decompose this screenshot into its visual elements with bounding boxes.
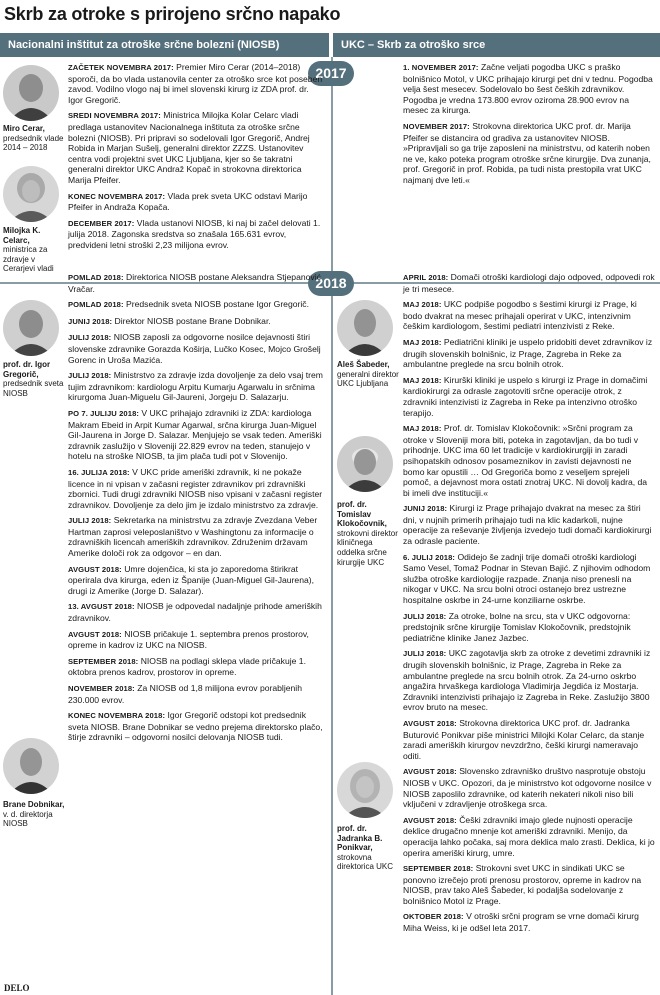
timeline-ukc-2018	[403, 272, 655, 939]
timeline-entry	[68, 370, 324, 403]
caption-role: strokovni direktor kliničnega oddelka srčne kirurgije UKC	[337, 528, 398, 567]
entry-text: NIOSB pričakuje 1. septembra prenos prostorov, opreme in kadrov iz UKC na NIOSB.	[68, 628, 309, 651]
entry-date: POMLAD 2018:	[68, 273, 124, 282]
caption-tomislav-klokocovnik	[337, 500, 401, 567]
entry-text: Strokovni svet UKC in sindikati UKC se ponovno izrečejo proti prenosu prostorov, opreme in kadrov na NIOSB, prav tako Aleš Šabeder, ki podaljša sodelovanje z bolnišnico Motol iz Prage.	[403, 863, 642, 906]
entry-text: Slovensko zdravniško društvo nasprotuje obstoju NIOSB v UKC. Opozori, da je ministrstvo kot odgovorne nosilce v NIOSB zaposlilo zdravnike, od katerih nekateri nikoli niso bili vključeni v zdravljenje otroškega srca.	[403, 766, 652, 810]
caption-name: Brane Dobnikar,	[3, 800, 65, 809]
timeline-niosb-2018	[68, 272, 324, 748]
caption-name: Aleš Šabeder,	[337, 360, 390, 369]
entry-text: NIOSB je odpovedal nadaljnje prihode ameriških zdravnikov.	[68, 601, 322, 624]
entry-text: UKC podpiše pogodbo s šestimi kirurgi iz Prage, ki bodo dvakrat na mesec prihajali operirat v UKC, intenzivnim češkim kardiologom, šestimi pediatri intenzivisti z Reke.	[403, 299, 637, 332]
entry-text: Vlada ustanovi NIOSB, ki naj bi začel delovati 1. julija 2018. Zagonska sredstva so znašala 165.631 evrov, predvideni letni stroški 2,23 milijona evrov.	[68, 217, 321, 250]
entry-text: Za otroke, bolne na srcu, sta v UKC odgovorna: predstojnik srčne kirurgije Tomislav Klokočovnik, predstojnik pediatrične klinike Janez Jazbec.	[403, 610, 631, 643]
timeline-entry	[68, 710, 324, 743]
caption-role: ministrica za zdravje v Cerarjevi vladi	[3, 245, 54, 274]
entry-text: Premier Miro Cerar (2014–2018) sporoči, da bo vlada ustanovila center za otroško srce kot poseben zavod. Vodilno vlogo naj bi imel slovenski kirurg iz ZDA prof. dr. Igor Gregorič.	[68, 62, 323, 105]
entry-text: Za NIOSB od 1,8 milijona evrov porabljenih 230.000 evrov.	[68, 683, 302, 705]
entry-date: 1. NOVEMBER 2017:	[403, 63, 479, 72]
entry-date: ZAČETEK NOVEMBRA 2017:	[68, 63, 174, 72]
caption-name: prof. dr. Jadranka B. Ponikvar,	[337, 824, 383, 853]
entry-text: Odidejo še zadnji trije domači otroški kardiologi Samo Vesel, Tomaž Podnar in Stevan Bajić. Z njihovim odhodom služba otroške kardiologije razpade. Znanja niso prenesli na nikogar v UKC. Na srcu bolni otroci ostanejo brez ustrezne hospitalne oskrbe in 24-urne konziliarne oskrbe.	[403, 551, 651, 606]
timeline-ukc-2017	[403, 62, 655, 191]
timeline-entry	[403, 766, 655, 809]
entry-date: MAJ 2018:	[403, 424, 442, 434]
entry-date: JULIJ 2018:	[68, 516, 112, 526]
timeline-entry	[403, 272, 655, 294]
timeline-entry	[68, 299, 324, 311]
year-badge-2018: 2018	[308, 271, 354, 296]
caption-miro-cerar	[3, 124, 67, 153]
entry-text: Predsednik sveta NIOSB postane Igor Gregorič.	[126, 299, 309, 310]
timeline-entry	[403, 503, 655, 546]
portrait-tomislav-klokocovnik	[337, 436, 393, 492]
caption-name: Miro Cerar,	[3, 124, 45, 133]
entry-date: NOVEMBER 2018:	[68, 684, 135, 693]
timeline-entry	[68, 601, 324, 623]
entry-text: Ministrica Milojka Kolar Celarc vladi predlaga ustanovitev Nacionalnega inštituta za otroške srčne bolezni (NIOSB). Pri pripravi so sodelovali Igor Gregorič, Andrej Robida in Marjan Sušelj, generalni direktor ZZZS. Ustanovitev centra vodi projektni svet UKC Ljubljana, kjer so še takratni generalni direktor UKC Andraž Kopač in strokovna direktorica Marija Pfeifer.	[68, 110, 310, 185]
timeline-entry	[68, 110, 324, 185]
entry-text: Umre dojenčica, ki sta jo zaporedoma štirikrat operirala dva kirurga, eden iz Španije (Juan-Miguel Gil-Jaurena), drugi iz Amerike (Jorge D. Salazar).	[68, 563, 315, 596]
timeline-entry	[403, 299, 655, 332]
entry-date: MAJ 2018:	[403, 337, 442, 347]
timeline-entry	[68, 683, 324, 705]
entry-date: SEPTEMBER 2018:	[68, 656, 139, 666]
header-niosb: Nacionalni inštitut za otroške srčne bolezni (NIOSB)	[0, 33, 329, 57]
entry-text: Direktor NIOSB postane Brane Dobnikar.	[114, 315, 271, 326]
timeline-entry	[403, 423, 655, 498]
timeline-entry	[403, 648, 655, 713]
timeline-entry	[68, 408, 324, 462]
timeline-entry	[68, 218, 324, 251]
timeline-entry	[403, 552, 655, 606]
entry-date: OKTOBER 2018:	[403, 912, 464, 922]
entry-date: KONEC NOVEMBRA 2017:	[68, 191, 166, 201]
timeline-entry	[403, 815, 655, 858]
entry-text: Strokovna direktorica UKC prof. dr. Jadranka Buturović Ponikvar piše ministrici Milojki Kolar Celarc, da stanje zaradi ameriških kirurgov nevzdržno, češki kirurgi nameravajo oditi.	[403, 717, 645, 761]
entry-date: JUNIJ 2018:	[68, 316, 113, 326]
year-badge-2017: 2017	[308, 61, 354, 86]
entry-text: Ministrstvo za zdravje izda dovoljenje za delo vsaj trem tujim zdravnikom: kardiologu Arpitu Kumarju Agarwalu in srčnima kirurgoma Juan-Miguelu Gil-Jaureni, Jorgeju D. Salazarju.	[68, 370, 323, 403]
portrait-brane-dobnikar	[3, 738, 59, 794]
caption-ales-sabeder	[337, 360, 401, 389]
entry-date: 16. JULIJA 2018:	[68, 467, 130, 477]
entry-text: Češki zdravniki imajo glede nujnosti operacije deklice drugačno mnenje kot ameriški zdravniki. Menijo, da operacija lahko počaka, saj mora deklica malo zrasti. Deklica, ki jo operira ameriški kirurg, umre.	[403, 814, 655, 858]
caption-name: Milojka K. Celarc,	[3, 226, 41, 245]
entry-date: JUNIJ 2018:	[403, 504, 448, 514]
entry-text: Kirurški kliniki je uspelo s kirurgi iz Prage in domačimi kardiokirurgi za odrasle zagotoviti srčne operacije otrok, z zdravniki intenzivisti iz Zagreba in Reke pa intenzivno otroško terapijo.	[403, 374, 648, 418]
entry-date: APRIL 2018:	[403, 273, 449, 282]
timeline-entry	[403, 375, 655, 418]
entry-date: NOVEMBER 2017:	[403, 121, 470, 131]
timeline-entry	[68, 629, 324, 651]
caption-igor-gregoric	[3, 360, 67, 398]
entry-text: Začne veljati pogodba UKC s praško bolnišnico Motol, v UKC prihajajo kirurgi pet dni v tednu. Pogodba velja šest mesecev. Sodelovalo bo šest čeških zdravnikov. Pogodba je vredna 173.800 evrov oziroma 28.900 evrov na mesec za kirurga.	[403, 62, 653, 116]
timeline-entry	[68, 515, 324, 558]
entry-date: POMLAD 2018:	[68, 300, 124, 310]
page-title: Skrb za otroke s prirojeno srčno napako	[4, 4, 341, 24]
timeline-entry	[403, 337, 655, 370]
entry-text: Pediatrični kliniki je uspelo pridobiti devet zdravnikov iz drugih slovenskih bolnišnic, iz Prage, Zagreba in Reke za ambulantne preglede na srcu bolnih otrok.	[403, 336, 653, 370]
caption-role: predsednik vlade 2014 – 2018	[3, 133, 64, 153]
timeline-entry	[68, 316, 324, 328]
entry-date: JULIJ 2018:	[403, 611, 447, 621]
entry-date: MAJ 2018:	[403, 375, 442, 385]
entry-date: KONEC NOVEMBRA 2018:	[68, 711, 166, 721]
entry-text: V otroški srčni program se vrne domači kirurg Miha Weiss, ki je odšel leta 2017.	[403, 911, 639, 934]
entry-text: Vlada prek sveta UKC odstavi Marijo Pfeifer in Andraža Kopača.	[68, 190, 308, 213]
entry-date: AVGUST 2018:	[403, 718, 457, 728]
entry-text: NIOSB na podlagi sklepa vlade pričakuje 1. oktobra prenos kadrov, prostorov in opreme.	[68, 655, 306, 678]
entry-date: SREDI NOVEMBRA 2017:	[68, 111, 161, 121]
entry-date: AVGUST 2018:	[403, 815, 457, 825]
caption-role: strokovna direktorica UKC	[337, 852, 394, 872]
timeline-entry	[68, 272, 324, 294]
entry-text: V UKC prihajajo zdravniki iz ZDA: kardiologa Makram Ebeid in Arpit Kumar Agarwal, srčna kirurga Juan-Miguel Gil-Jaurena in Jorge D. Salazar. Menjujejo se vsak teden. Ameriški zdravnik zaslužijo v Sloveniji 22.829 evrov na teden, stanujejo v hotelu na stroške NIOSB, ta jim plača tudi pot v Slovenijo.	[68, 407, 322, 462]
entry-date: AVGUST 2018:	[403, 767, 457, 777]
entry-date: AVGUST 2018:	[68, 629, 122, 639]
caption-role: v. d. direktorja NIOSB	[3, 809, 53, 829]
entry-text: Domači otroški kardiologi dajo odpoved, odpovedi rok je tri mesece.	[403, 272, 655, 294]
timeline-entry	[68, 332, 324, 365]
timeline-entry	[68, 656, 324, 678]
timeline-entry	[68, 191, 324, 213]
caption-milojka-celarc	[3, 226, 67, 274]
entry-date: JULIJ 2018:	[68, 333, 112, 343]
entry-date: DECEMBER 2017:	[68, 218, 135, 228]
column-divider	[331, 57, 333, 995]
entry-date: PO 7. JULIJU 2018:	[68, 408, 140, 418]
portrait-jadranka-ponikvar	[337, 762, 393, 818]
timeline-entry	[403, 718, 655, 761]
caption-name: prof. dr. Tomislav Klokočovnik,	[337, 500, 387, 529]
entry-text: Igor Gregorič odstopi kot predsednik sveta NIOSB. Brane Dobnikar se vedno prejema direktorsko plačo, štirje zdravniki – odgovorni nosilci delovanja NIOSB tudi.	[68, 710, 323, 743]
timeline-entry	[403, 62, 655, 116]
delo-logo: DELO	[4, 983, 30, 993]
portrait-igor-gregoric	[3, 300, 59, 356]
entry-text: Sekretarka na ministrstvu za zdravje Zvezdana Veber Hartman zaprosi veleposlaništvo v Washingtonu za informacije o zdravniških licencah ameriških zdravnikov. Združenim državam Amerike določi rok za odgovor – en dan.	[68, 515, 318, 559]
timeline-entry	[68, 467, 324, 510]
caption-brane-dobnikar	[3, 800, 67, 829]
entry-text: UKC zagotavlja skrb za otroke z devetimi zdravniki iz drugih slovenskih bolnišnic, iz Prage, Zagreba in Reke za ambulantne preglede na srcu bolnih otrok. Za 24-urno oskrbo angažira hrvaškega kardiologa Vladimirja Jegdića iz Mostarja. Zdravniki intenzivisti prihajajo iz Zagreba in Reke. Zaslužijo 3800 evrov bruto na mesec.	[403, 648, 651, 713]
timeline-niosb-2017	[68, 62, 324, 256]
timeline-entry	[403, 863, 655, 906]
header-ukc: UKC – Skrb za otroško srce	[333, 33, 660, 57]
entry-date: AVGUST 2018:	[68, 564, 122, 574]
caption-name: prof. dr. Igor Gregorič,	[3, 360, 51, 379]
entry-text: Prof. dr. Tomislav Klokočovnik: »Srčni program za otroke v Sloveniji mora biti, poteka in zagotavljan, da bo tudi v prihodnje. UKC ima 60 let tradicije v kardiokirurgiji in zaradi psihopatskih odnosov posameznikov in zavisti dejavnosti ne bomo kar opustili … Od Gregoriča bomo z veseljem sprejeli pomoč, a dejavnost mora ostati znotraj UKC. Ni dovolj kadra, da bi imeli dve instituciji.«	[403, 423, 648, 498]
entry-text: NIOSB zaposli za odgovorne nosilce dejavnosti štiri slovenske zdravnike Gorazda Koširja, Lučko Kosec, Mojco Grošelj Gorenc in Uroša Mazića.	[68, 332, 321, 365]
portrait-miro-cerar	[3, 65, 59, 121]
timeline-entry	[403, 611, 655, 644]
entry-date: JULIJ 2018:	[403, 649, 447, 659]
portrait-ales-sabeder	[337, 300, 393, 356]
caption-role: generalni direktor UKC Ljubljana	[337, 369, 399, 389]
timeline-entry	[68, 62, 324, 105]
entry-text: Kirurgi iz Prage prihajajo dvakrat na mesec za štiri dni, v nujnih primerih prihajajo tudi na klic kadarkoli, nujne operacije za reševanje življenja izvedejo tudi domači kardiokirurgi za odrasle paciente.	[403, 503, 652, 547]
portrait-milojka-celarc	[3, 166, 59, 222]
entry-date: SEPTEMBER 2018:	[403, 864, 474, 874]
timeline-entry	[68, 564, 324, 597]
entry-date: JULIJ 2018:	[68, 371, 112, 381]
entry-date: MAJ 2018:	[403, 300, 442, 310]
entry-text: V UKC pride ameriški zdravnik, ki ne pokaže licence in ni vpisan v začasni register zdravnikov pri zdravniški zbornici. Tudi drugi zdravniki NIOSB niso vpisani v začasni register zdravnikov. Dovoljenje za delo jim je izdalo ministrstvo za zdravje.	[68, 466, 323, 510]
entry-text: Direktorica NIOSB postane Aleksandra Stjepanović Vračar.	[68, 272, 321, 294]
caption-role: predsednik sveta NIOSB	[3, 379, 64, 398]
entry-date: 13. AVGUST 2018:	[68, 602, 135, 612]
caption-jadranka-ponikvar	[337, 824, 401, 872]
entry-date: 6. JULIJ 2018:	[403, 552, 456, 562]
timeline-entry	[403, 911, 655, 933]
entry-text: Strokovna direktorica UKC prof. dr. Marija Pfeifer se distancira od gradiva za ustanovitev NIOSB. »Pripravljali so ga trije zaposleni na ministrstvu, od katerih noben ne ve, kako poteka program otroške srčne kirurgije. Dva zunanja, prof. Gregorič in prof. Robida, pa tudi nista prestopila vrat UKC najmanj dve leti.«	[403, 120, 651, 185]
timeline-entry	[403, 121, 655, 186]
